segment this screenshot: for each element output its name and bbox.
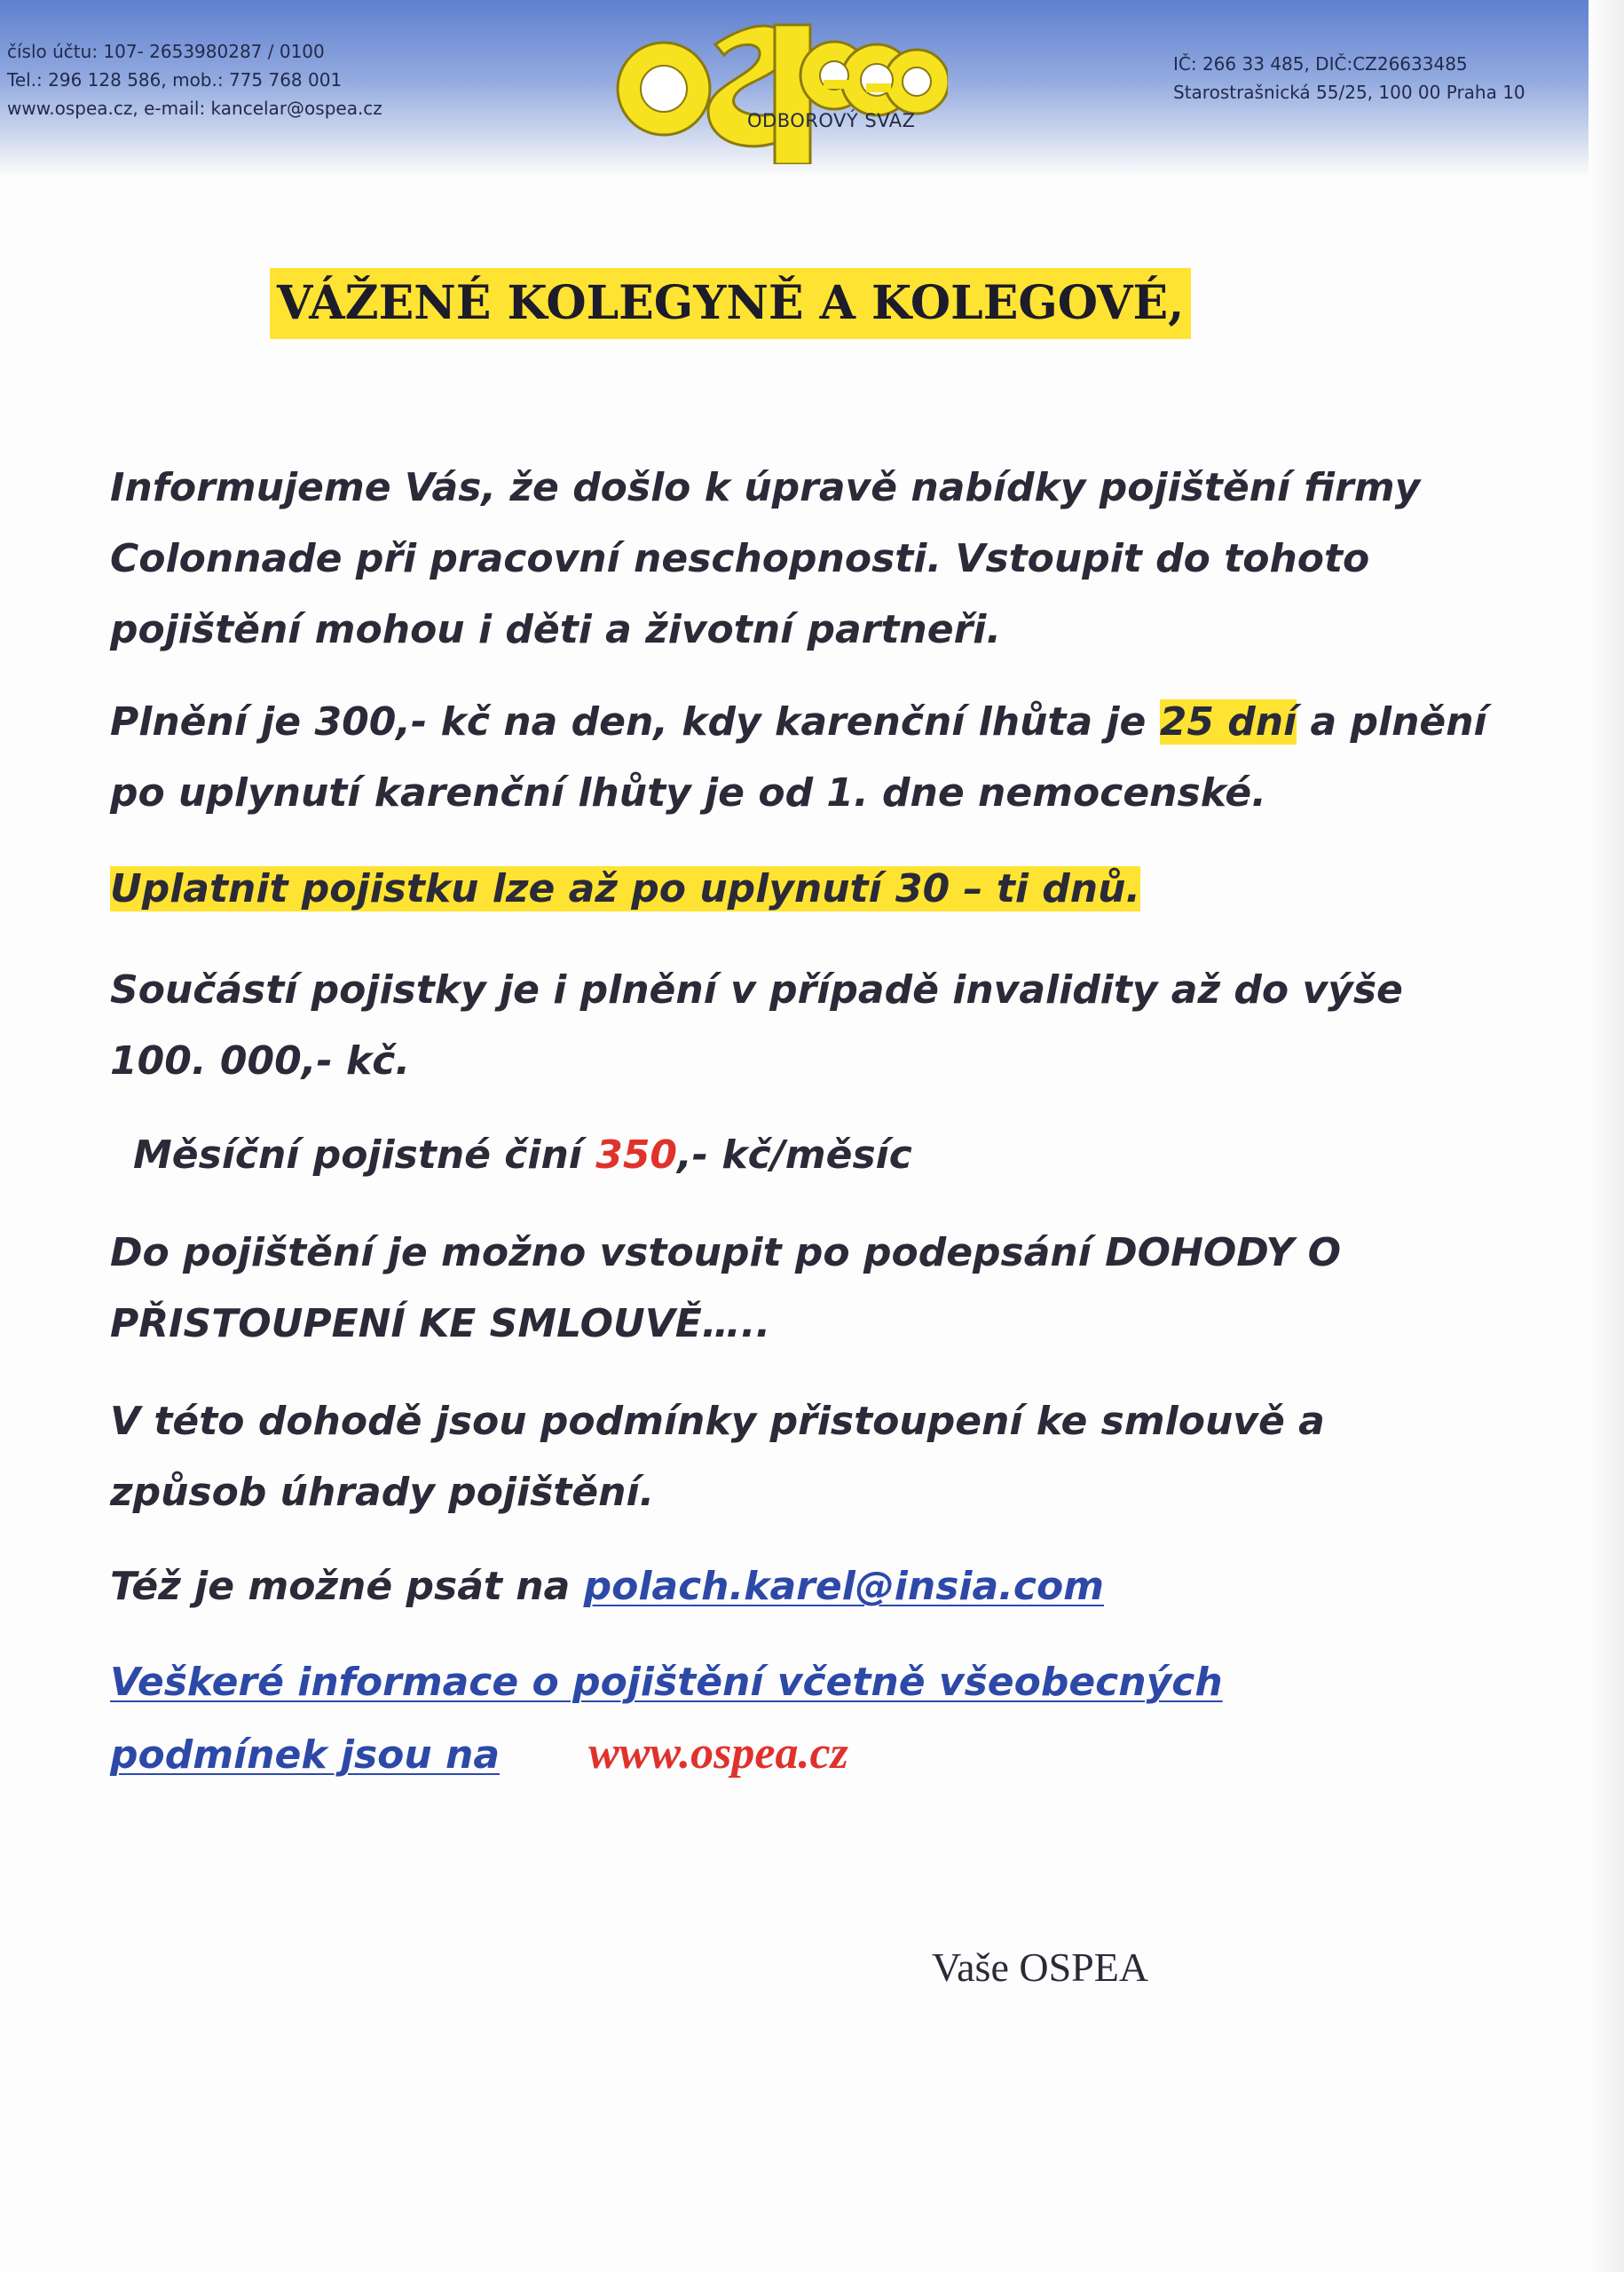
benefit-text-a: Plnění je 300,- kč na den, kdy karenční lhůta je bbox=[110, 699, 1160, 745]
ospea-logo bbox=[611, 0, 948, 164]
benefit-text-b: a plnění po uplynutí karenční lhůty je od 1. dne nemocenské. bbox=[110, 699, 1487, 816]
bank-account-line: číslo účtu: 107- 2653980287 / 0100 bbox=[7, 41, 325, 62]
signature: Vaše OSPEA bbox=[932, 1945, 1149, 1990]
page-edge bbox=[1589, 0, 1624, 2272]
paragraph-disability: Součástí pojistky je i plnění v případě invalidity až do výše 100. 000,- kč. bbox=[110, 967, 1403, 1084]
web-email-line: www.ospea.cz, e-mail: kancelar@ospea.cz bbox=[7, 98, 382, 119]
letter-heading: VÁŽENÉ KOLEGYNĚ A KOLEGOVÉ, bbox=[270, 268, 1191, 339]
website-link[interactable]: www.ospea.cz bbox=[588, 1728, 848, 1779]
logo-subtitle: ODBOROVÝ SVAZ bbox=[747, 110, 916, 131]
waiting-period-highlight: 25 dní bbox=[1159, 699, 1297, 745]
paragraph-conditions: V této dohodě jsou podmínky přistoupení ke smlouvě a způsob úhrady pojištění. bbox=[110, 1399, 1325, 1515]
address-line: Starostrašnická 55/25, 100 00 Praha 10 bbox=[1173, 82, 1525, 103]
info-link[interactable]: Veškeré informace o pojištění včetně všeobecných podmínek jsou na bbox=[110, 1660, 1223, 1778]
paragraph-claim bbox=[110, 854, 1494, 925]
contact-email-link[interactable]: polach.karel@insia.com bbox=[583, 1564, 1105, 1609]
paragraph-benefit bbox=[110, 687, 1494, 829]
paragraph-agreement: Do pojištění je možno vstoupit po podepsání DOHODY O PŘISTOUPENÍ KE SMLOUVĚ….. bbox=[110, 1230, 1341, 1346]
letterhead-ids bbox=[1173, 50, 1525, 106]
premium-text-a: Měsíční pojistné činí bbox=[133, 1132, 596, 1178]
premium-amount: 350 bbox=[595, 1132, 678, 1178]
letterhead-contact bbox=[7, 37, 382, 122]
paragraph-info bbox=[110, 1647, 1370, 1791]
company-id-line: IČ: 266 33 485, DIČ:CZ26633485 bbox=[1173, 53, 1468, 75]
paragraph-intro: Informujeme Vás, že došlo k úpravě nabídky pojištění firmy Colonnade při pracovní neschopnosti. Vstoupit do tohoto pojištění mohou i děti a životní partneři. bbox=[110, 465, 1421, 652]
phone-line: Tel.: 296 128 586, mob.: 775 768 001 bbox=[7, 69, 343, 91]
claim-highlight: Uplatnit pojistku lze až po uplynutí 30 – ti dnů. bbox=[110, 866, 1141, 911]
premium-text-b: ,- kč/měsíc bbox=[677, 1132, 912, 1178]
contact-text: Též je možné psát na bbox=[110, 1564, 584, 1609]
paragraph-contact bbox=[110, 1551, 1494, 1622]
paragraph-premium bbox=[133, 1120, 1518, 1191]
